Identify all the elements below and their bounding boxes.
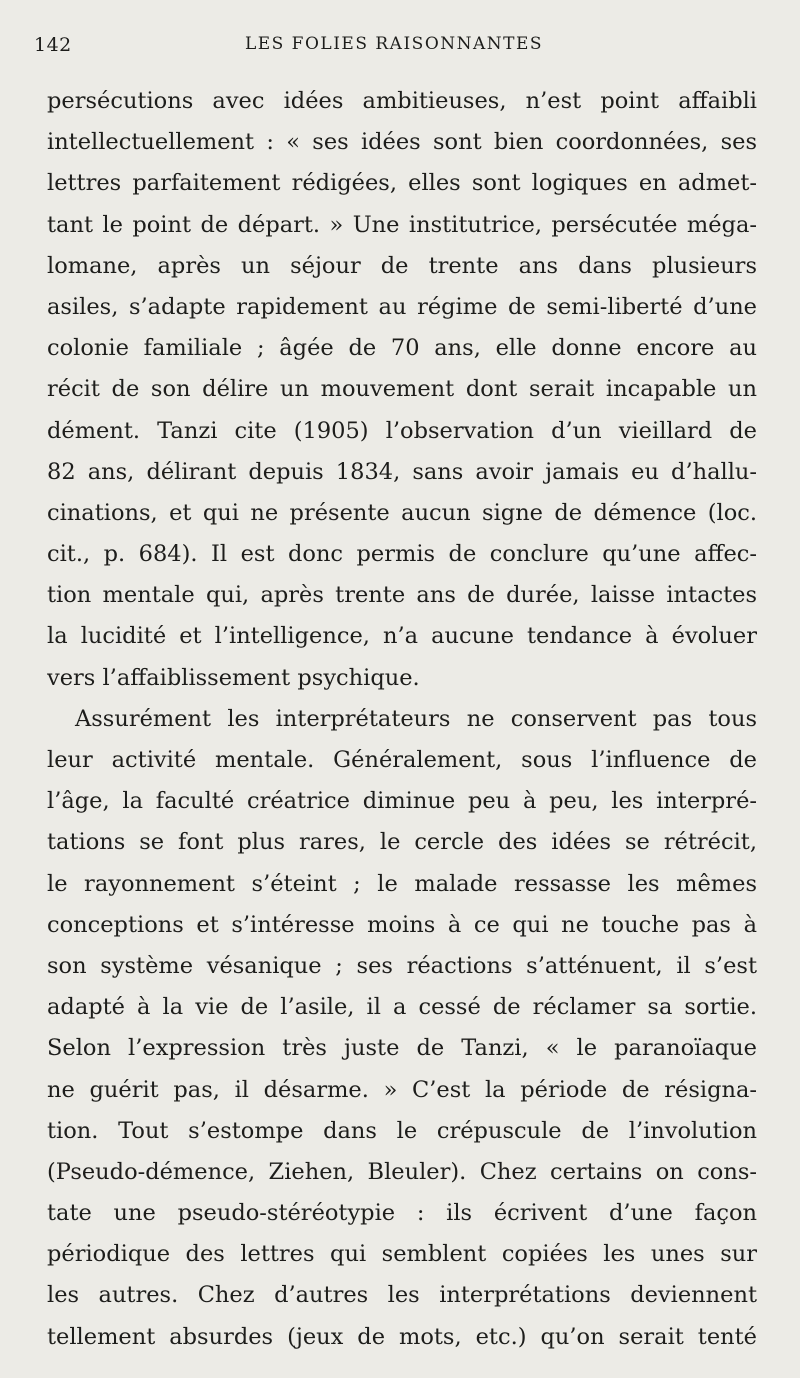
text-line: cinations, et qui ne présente aucun signe de démence (loc. [47, 499, 757, 526]
text-line: le rayonnement s’éteint ; le malade ressasse les mêmes [47, 870, 757, 897]
text-line: leur activité mentale. Généralement, sous l’influence de [47, 747, 757, 773]
text-line: adapté à la vie de l’asile, il a cessé de réclamer sa sortie. [47, 994, 757, 1021]
text-line: tion mentale qui, après trente ans de durée, laisse intactes [47, 582, 757, 609]
text-line: dément. Tanzi cite (1905) l’observation d’un vieillard de [47, 417, 757, 444]
text-line: récit de son délire un mouvement dont serait incapable un [47, 376, 757, 403]
text-line: cit., p. 684). Il est donc permis de conclure qu’une affec- [47, 541, 757, 568]
page-header [34, 34, 754, 64]
text-line: Selon l’expression très juste de Tanzi, « le paranoïaque [47, 1035, 757, 1062]
text-line: persécutions avec idées ambitieuses, n’est point affaibli [47, 88, 757, 114]
text-line: colonie familiale ; âgée de 70 ans, elle donne encore au [47, 335, 757, 362]
page-number: 142 [34, 34, 72, 56]
text-line: périodique des lettres qui semblent copiées les unes sur [47, 1241, 757, 1268]
text-line: asiles, s’adapte rapidement au régime de semi-liberté d’une [47, 293, 757, 320]
running-title: LES FOLIES RAISONNANTES [244, 34, 544, 54]
text-line: tate une pseudo-stéréotypie : ils écrivent d’une façon [47, 1200, 757, 1227]
text-line: (Pseudo-démence, Ziehen, Bleuler). Chez certains on cons- [47, 1158, 757, 1185]
text-line: la lucidité et l’intelligence, n’a aucune tendance à évoluer [47, 623, 757, 650]
text-line: vers l’affaiblissement psychique. [47, 664, 420, 691]
text-line: tellement absurdes (jeux de mots, etc.) qu’on serait tenté [47, 1323, 757, 1350]
body-text [47, 81, 757, 1358]
text-line: intellectuellement : « ses idées sont bien coordonnées, ses [47, 129, 757, 156]
text-line: tations se font plus rares, le cercle des idées se rétrécit, [47, 829, 757, 856]
text-line: lomane, après un séjour de trente ans dans plusieurs [47, 252, 757, 279]
text-line: l’âge, la faculté créatrice diminue peu à peu, les interpré- [47, 788, 757, 815]
text-line: tant le point de départ. » Une institutrice, persécutée méga- [47, 211, 757, 238]
text-line: Assurément les interprétateurs ne conservent pas tous [75, 705, 757, 732]
text-line: tion. Tout s’estompe dans le crépuscule de l’involution [47, 1117, 757, 1144]
text-line: lettres parfaitement rédigées, elles sont logiques en admet- [47, 170, 757, 197]
text-line: son système vésanique ; ses réactions s’atténuent, il s’est [47, 952, 757, 979]
text-line: 82 ans, délirant depuis 1834, sans avoir jamais eu d’hallu- [47, 458, 757, 485]
text-line: conceptions et s’intéresse moins à ce qui ne touche pas à [47, 911, 757, 938]
text-line: les autres. Chez d’autres les interprétations deviennent [47, 1282, 757, 1309]
text-line: ne guérit pas, il désarme. » C’est la période de résigna- [47, 1076, 757, 1103]
